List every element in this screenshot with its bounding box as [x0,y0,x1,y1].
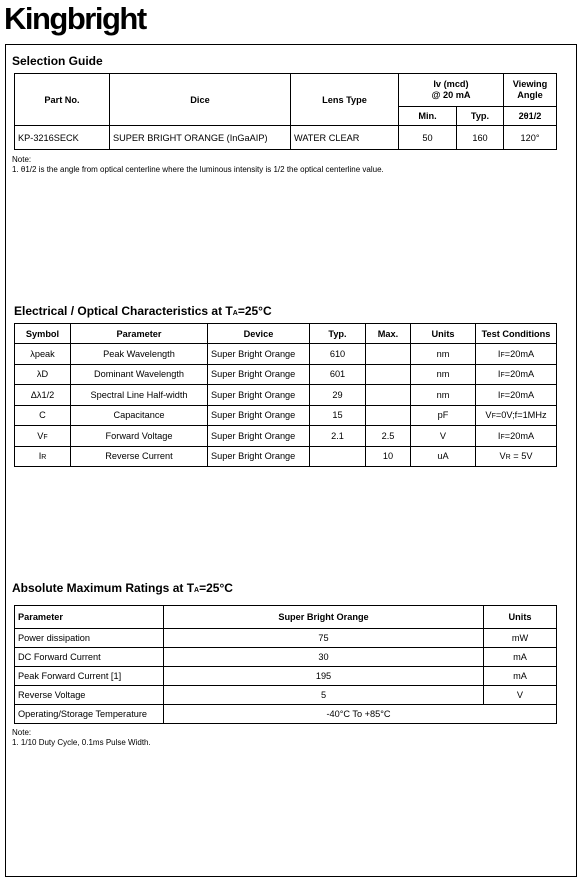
cell-value: 195 [164,667,484,686]
cell-device: Super Bright Orange [208,385,310,406]
cond-main: I [497,348,501,359]
header-lens-type: Lens Type [291,74,399,126]
header-units: Units [411,324,476,344]
symbol-text: λpeak [30,348,55,359]
cell-parameter: Forward Voltage [71,426,208,447]
cell-parameter: Reverse Current [71,446,208,467]
cell-units: nm [411,385,476,406]
cell-typ: 2.1 [310,426,366,447]
cond-main: I [497,389,501,400]
header-parameter: Parameter [71,324,208,344]
absolute-ratings-table [14,605,557,724]
cell-symbol [15,344,71,365]
symbol-sub: F [43,433,48,441]
cell-angle: 120° [504,126,557,150]
table-row [15,446,557,467]
header-iv-label: Iv (mcd) [433,79,469,89]
symbol-text: Δλ1/2 [30,389,55,400]
cell-parameter: Spectral Line Half-width [71,385,208,406]
header-units: Units [484,606,557,629]
cell-iv-min: 50 [399,126,457,150]
cell-value [164,705,557,724]
cond-sub: F [500,372,505,380]
cell-units: nm [411,364,476,385]
cell-device: Super Bright Orange [208,344,310,365]
absolute-title-suffix: =25°C [199,581,233,595]
cell-dice: SUPER BRIGHT ORANGE (InGaAIP) [110,126,291,150]
header-symbol: Symbol [15,324,71,344]
table-row [15,385,557,406]
cell-typ [310,446,366,467]
cell-max [366,385,411,406]
cond-sub: F [491,413,496,421]
table-row [15,629,557,648]
cond-main: I [497,369,501,380]
table-row [15,126,557,150]
absolute-title-sub: A [194,587,200,594]
header-device: Device [208,324,310,344]
cell-symbol [15,364,71,385]
cell-condition [476,405,557,426]
header-device: Super Bright Orange [164,606,484,629]
cell-value: 30 [164,648,484,667]
cell-max: 2.5 [366,426,411,447]
cond-rest: =20mA [504,389,535,400]
cell-condition [476,364,557,385]
electrical-title-suffix: =25°C [237,304,272,318]
electrical-title-prefix: Electrical / Optical Characteristics at T [14,304,233,318]
cell-units: mW [484,629,557,648]
table-row [15,667,557,686]
symbol-text: V [37,430,44,441]
cell-parameter: Capacitance [71,405,208,426]
cond-sub: R [505,454,511,462]
selection-guide-table [14,73,557,150]
symbol-text: I [38,451,42,462]
absolute-title-prefix: Absolute Maximum Ratings at T [12,581,195,595]
cell-max: 10 [366,446,411,467]
symbol-sub: R [41,454,47,462]
cell-parameter: Peak Forward Current [1] [15,667,164,686]
cell-symbol [15,426,71,447]
cell-parameter: Operating/Storage Temperature [15,705,164,724]
header-part-no: Part No. [15,74,110,126]
header-iv-condition: @ 20 mA [431,90,471,100]
header-test-conditions: Test Conditions [476,324,557,344]
header-angle-symbol: 2θ1/2 [504,107,557,126]
cell-typ: 610 [310,344,366,365]
cell-typ: 15 [310,405,366,426]
cell-parameter: DC Forward Current [15,648,164,667]
symbol-text: λD [36,369,49,380]
cond-main: I [497,430,501,441]
table-row [15,364,557,385]
cell-max [366,364,411,385]
cell-lens: WATER CLEAR [291,126,399,150]
brand-logo: Kingbright [4,1,146,36]
cell-max [366,344,411,365]
header-typ: Typ. [457,107,504,126]
cell-condition [476,446,557,467]
cell-max [366,405,411,426]
table-row [15,686,557,705]
header-iv [399,74,504,107]
electrical-table [14,323,557,467]
table-row [15,344,557,365]
header-min: Min. [399,107,457,126]
electrical-title [14,304,272,318]
cell-units: nm [411,344,476,365]
cond-sub: F [500,392,505,400]
cell-value: 75 [164,629,484,648]
selection-note: 1. θ1/2 is the angle from optical centerline where the luminous intensity is 1/2 the optical centerline value. [12,165,384,174]
cell-symbol [15,446,71,467]
cell-symbol [15,405,71,426]
cell-value: 5 [164,686,484,705]
header-typ: Typ. [310,324,366,344]
cell-typ: 29 [310,385,366,406]
cond-main: V [499,451,506,462]
header-viewing-angle: Viewing Angle [504,74,557,107]
absolute-note: 1. 1/10 Duty Cycle, 0.1ms Pulse Width. [12,738,151,747]
cell-condition [476,426,557,447]
table-row [15,705,557,724]
header-parameter: Parameter [15,606,164,629]
selection-note-label: Note: [12,155,32,164]
cell-units: V [484,686,557,705]
cond-rest: =20mA [504,369,535,380]
cell-device: Super Bright Orange [208,426,310,447]
cell-units: pF [411,405,476,426]
absolute-note-label: Note: [12,728,32,737]
cond-rest: =20mA [504,430,535,441]
cond-sub: F [500,433,505,441]
cell-device: Super Bright Orange [208,446,310,467]
cond-rest: =0V;f=1MHz [495,410,547,421]
table-row [15,648,557,667]
cell-typ: 601 [310,364,366,385]
cell-device: Super Bright Orange [208,364,310,385]
cell-units: mA [484,648,557,667]
cell-parameter: Reverse Voltage [15,686,164,705]
cell-device: Super Bright Orange [208,405,310,426]
cell-parameter: Power dissipation [15,629,164,648]
header-dice: Dice [110,74,291,126]
symbol-text: C [39,410,46,421]
electrical-title-sub: A [232,310,238,317]
absolute-title [12,581,233,595]
cell-iv-typ: 160 [457,126,504,150]
cond-rest: = 5V [510,451,533,462]
cell-symbol [15,385,71,406]
cell-units: V [411,426,476,447]
cell-units: uA [411,446,476,467]
table-row [15,405,557,426]
cell-parameter: Peak Wavelength [71,344,208,365]
cond-rest: =20mA [504,348,535,359]
cond-main: V [485,410,492,421]
cell-condition [476,344,557,365]
cell-part-no: KP-3216SECK [15,126,110,150]
cell-units: mA [484,667,557,686]
table-row [15,426,557,447]
selection-guide-title: Selection Guide [12,54,103,68]
header-max: Max. [366,324,411,344]
cell-condition [476,385,557,406]
cond-sub: F [500,351,505,359]
cell-parameter: Dominant Wavelength [71,364,208,385]
cell-value-text: -40°C To +85°C [326,709,391,719]
